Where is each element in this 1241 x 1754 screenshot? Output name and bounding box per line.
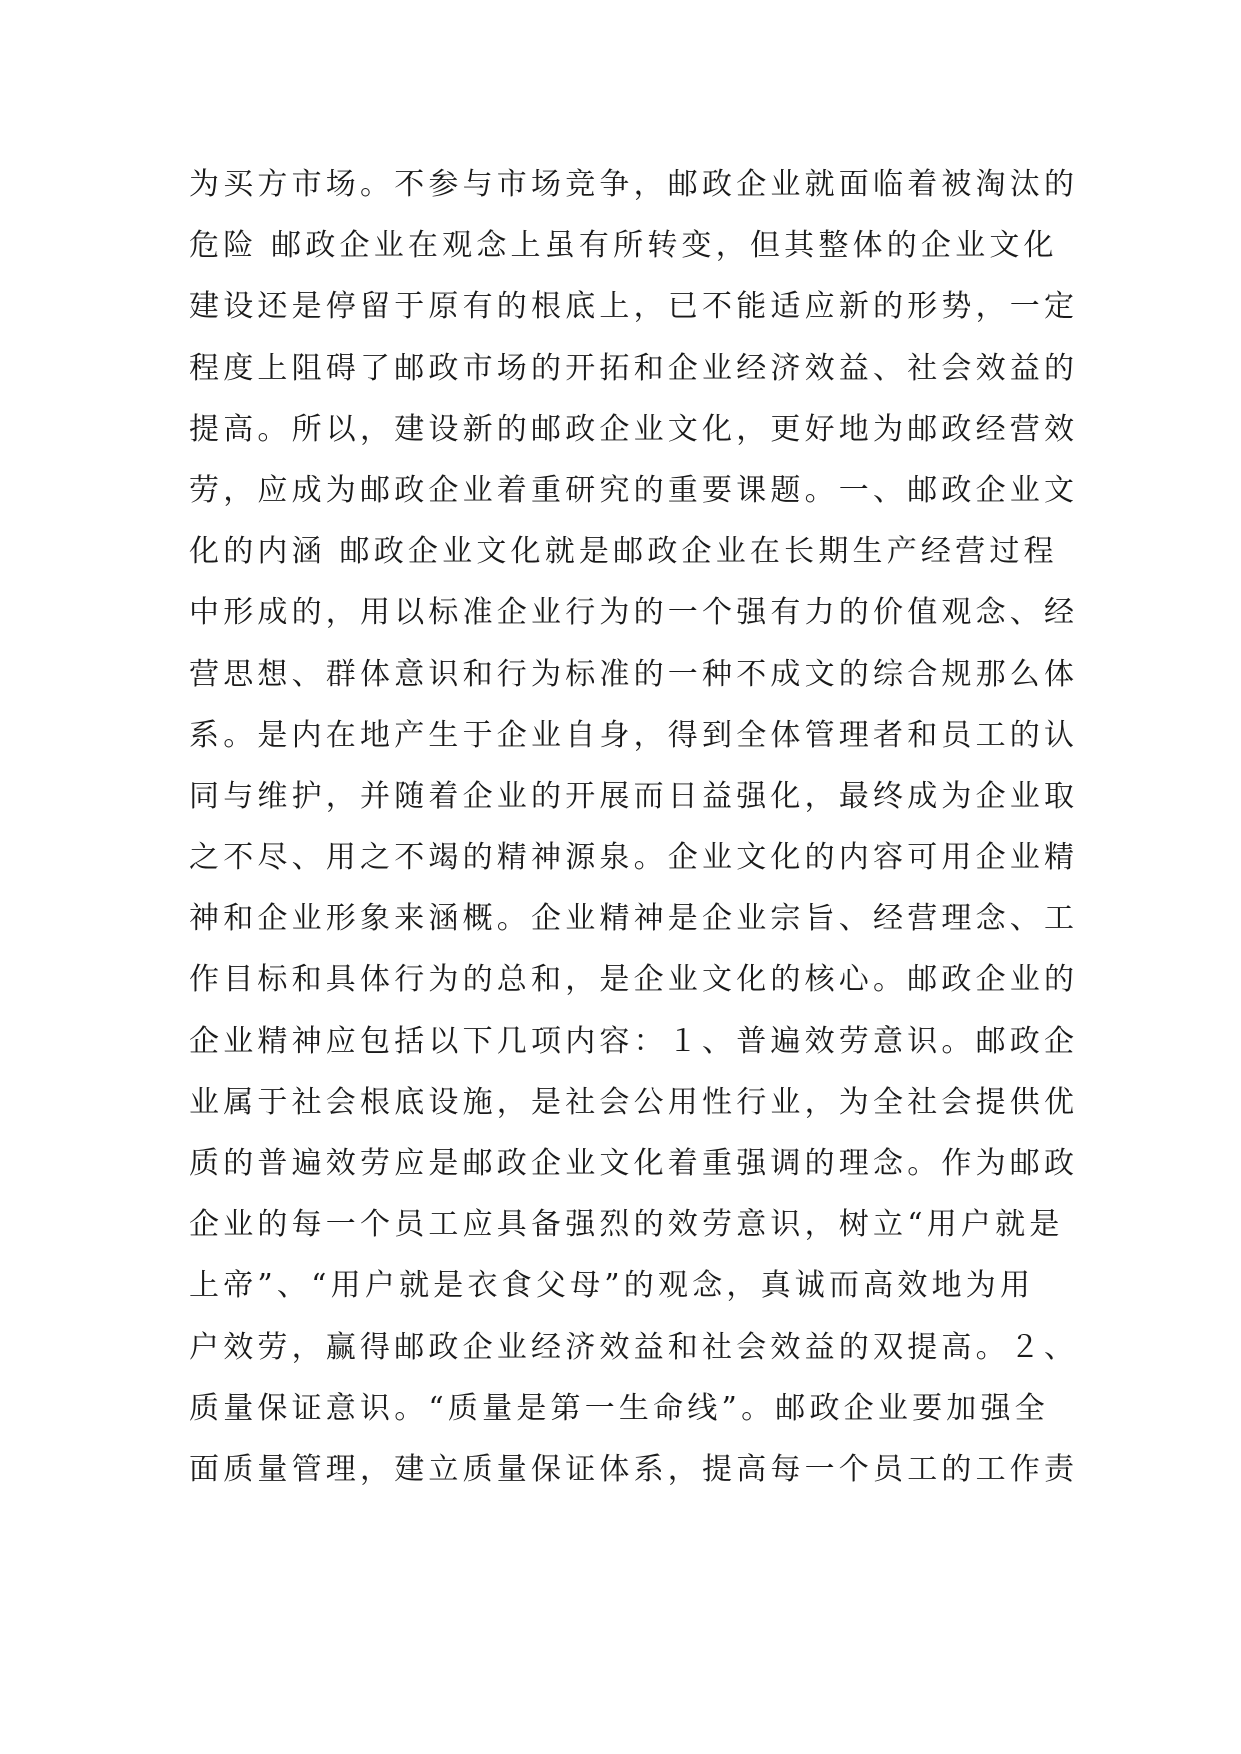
text-line: 企业的每一个员工应具备强烈的效劳意识，树立“用户就是: [189, 1207, 1064, 1243]
text-line: 系。是内在地产生于企业自身，得到全体管理者和员工的认: [189, 717, 1079, 753]
text-line: 中形成的，用以标准企业行为的一个强有力的价值观念、经: [189, 595, 1079, 631]
text-line: 户效劳，赢得邮政企业经济效益和社会效益的双提高。２、: [189, 1329, 1079, 1365]
text-line: 上帝”、“用户就是衣食父母”的观念，真诚而高效地为用: [189, 1268, 1035, 1304]
text-line: 作目标和具体行为的总和，是企业文化的核心。邮政企业的: [189, 962, 1079, 998]
text-line: 化的内涵 邮政企业文化就是邮政企业在长期生产经营过程: [189, 534, 1058, 570]
text-line: 之不尽、用之不竭的精神源泉。企业文化的内容可用企业精: [189, 840, 1079, 876]
text-line: 危险 邮政企业在观念上虽有所转变，但其整体的企业文化: [189, 228, 1058, 264]
text-line: 企业精神应包括以下几项内容：１、普遍效劳意识。邮政企: [189, 1023, 1079, 1059]
text-line: 营思想、群体意识和行为标准的一种不成文的综合规那么体: [189, 656, 1079, 692]
text-line: 业属于社会根底设施，是社会公用性行业，为全社会提供优: [189, 1084, 1079, 1120]
text-line: 提高。所以，建设新的邮政企业文化，更好地为邮政经营效: [189, 411, 1079, 447]
text-line: 神和企业形象来涵概。企业精神是企业宗旨、经营理念、工: [189, 901, 1079, 937]
text-line: 劳，应成为邮政企业着重研究的重要课题。一、邮政企业文: [189, 472, 1079, 508]
text-line: 面质量管理，建立质量保证体系，提高每一个员工的工作责: [189, 1451, 1079, 1487]
text-line: 建设还是停留于原有的根底上，已不能适应新的形势，一定: [189, 289, 1079, 325]
body-text: [189, 154, 1079, 1500]
text-line: 同与维护，并随着企业的开展而日益强化，最终成为企业取: [189, 778, 1079, 814]
text-line: 为买方市场。不参与市场竞争，邮政企业就面临着被淘汰的: [189, 167, 1079, 202]
text-line: 质量保证意识。“质量是第一生命线”。邮政企业要加强全: [189, 1390, 1049, 1426]
text-line: 质的普遍效劳应是邮政企业文化着重强调的理念。作为邮政: [189, 1146, 1079, 1181]
text-line: 程度上阻碍了邮政市场的开拓和企业经济效益、社会效益的: [189, 350, 1079, 386]
